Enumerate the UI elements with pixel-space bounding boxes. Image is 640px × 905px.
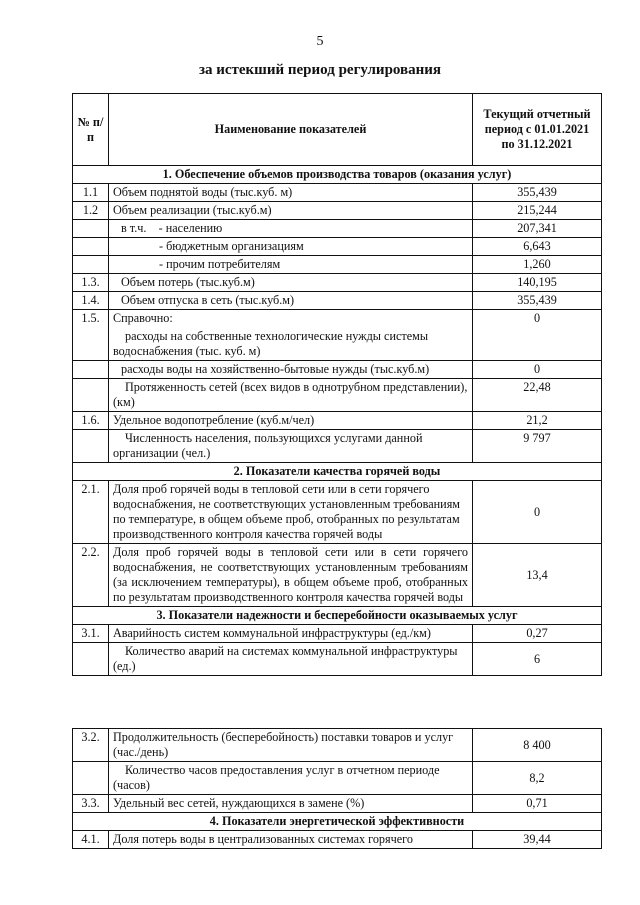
row-value: 13,4 xyxy=(473,544,602,607)
row-num: 3.2. xyxy=(73,729,109,762)
row-num: 4.1. xyxy=(73,831,109,849)
section-row xyxy=(73,607,602,625)
indicators-table xyxy=(72,93,602,676)
table-row xyxy=(73,831,602,849)
row-name: Доля проб горячей воды в тепловой сети или в сети горячего водоснабжения, не соответствующих установленным требованиям (за исключением температуры), в общем объеме проб, отобранных по результатам производственного контроля качества горячей воды xyxy=(109,544,473,607)
row-name: Доля потерь воды в централизованных системах горячего xyxy=(109,831,473,849)
row-num: 1.5. xyxy=(73,310,109,361)
row-num: 3.3. xyxy=(73,795,109,813)
table-row xyxy=(73,310,602,361)
row-value: 22,48 xyxy=(473,379,602,412)
row-value: 0,71 xyxy=(473,795,602,813)
table-row xyxy=(73,544,602,607)
row-num: 3.1. xyxy=(73,625,109,643)
row-num: 2.2. xyxy=(73,544,109,607)
row-num: 1.1 xyxy=(73,184,109,202)
table-row xyxy=(73,361,602,379)
page-number: 5 xyxy=(316,34,324,49)
row-value: 0 xyxy=(473,361,602,379)
row-value: 21,2 xyxy=(473,412,602,430)
row-num: 1.4. xyxy=(73,292,109,310)
section-title: 1. Обеспечение объемов производства товаров (оказания услуг) xyxy=(73,166,602,184)
row-name: Объем потерь (тыс.куб.м) xyxy=(109,274,473,292)
row-value: 39,44 xyxy=(473,831,602,849)
row-name: Удельное водопотребление (куб.м/чел) xyxy=(109,412,473,430)
row-num: 1.6. xyxy=(73,412,109,430)
row-value: 355,439 xyxy=(473,184,602,202)
row-value: 0,27 xyxy=(473,625,602,643)
section-title: 4. Показатели энергетической эффективности xyxy=(73,813,602,831)
table-row xyxy=(73,643,602,676)
row-value: 8,2 xyxy=(473,762,602,795)
row-value: 6,643 xyxy=(473,238,602,256)
table-row xyxy=(73,412,602,430)
section-row xyxy=(73,463,602,481)
table-row xyxy=(73,625,602,643)
section-row xyxy=(73,166,602,184)
row-value: 1,260 xyxy=(473,256,602,274)
table-row xyxy=(73,481,602,544)
row-value: 9 797 xyxy=(473,430,602,463)
table-row xyxy=(73,729,602,762)
table-row xyxy=(73,379,602,412)
row-name: расходы на собственные технологические нужды системы водоснабжения (тыс. куб. м) xyxy=(113,329,429,358)
section-title: 3. Показатели надежности и бесперебойности оказываемых услуг xyxy=(73,607,602,625)
row-name: Аварийность систем коммунальной инфраструктуры (ед./км) xyxy=(109,625,473,643)
row-value: 207,341 xyxy=(473,220,602,238)
table-row xyxy=(73,256,602,274)
row-name: Количество аварий на системах коммунальной инфраструктуры (ед.) xyxy=(109,643,473,676)
row-num: 1.2 xyxy=(73,202,109,220)
row-name: - прочим потребителям xyxy=(109,256,473,274)
table-row xyxy=(73,202,602,220)
row-num: 1.3. xyxy=(73,274,109,292)
table-row xyxy=(73,762,602,795)
row-name: Доля проб горячей воды в тепловой сети или в сети горячего водоснабжения, не соответствующих установленным требованиям по температуре, в общем объеме проб, отобранных по результатам производственного контроля качества горячей воды xyxy=(109,481,473,544)
header-num: № п/п xyxy=(73,94,109,166)
table-row xyxy=(73,430,602,463)
table-row xyxy=(73,238,602,256)
table-row xyxy=(73,795,602,813)
row-name: расходы воды на хозяйственно-бытовые нужды (тыс.куб.м) xyxy=(109,361,473,379)
row-name: Протяженность сетей (всех видов в однотрубном представлении), (км) xyxy=(109,379,473,412)
table-row xyxy=(73,184,602,202)
table-row xyxy=(73,220,602,238)
row-value: 0 xyxy=(473,481,602,544)
table-row xyxy=(73,274,602,292)
row-num: 2.1. xyxy=(73,481,109,544)
header-name: Наименование показателей xyxy=(109,94,473,166)
row-name: - бюджетным организациям xyxy=(109,238,473,256)
row-name: Справочно: xyxy=(113,311,173,325)
section-row xyxy=(73,813,602,831)
table-row xyxy=(73,292,602,310)
header-period: Текущий отчетный период с 01.01.2021 по 31.12.2021 xyxy=(473,94,602,166)
row-name: Продолжительность (бесперебойность) поставки товаров и услуг (час./день) xyxy=(109,729,473,762)
row-name: в т.ч. - населению xyxy=(109,220,473,238)
table-header-row xyxy=(73,94,602,166)
row-value: 0 xyxy=(473,310,602,361)
row-name: Количество часов предоставления услуг в отчетном периоде (часов) xyxy=(109,762,473,795)
row-value: 8 400 xyxy=(473,729,602,762)
row-name: Удельный вес сетей, нуждающихся в замене (%) xyxy=(109,795,473,813)
indicators-table-continued xyxy=(72,728,602,849)
row-value: 355,439 xyxy=(473,292,602,310)
row-name: Объем реализации (тыс.куб.м) xyxy=(109,202,473,220)
row-value: 6 xyxy=(473,643,602,676)
row-name: Объем поднятой воды (тыс.куб. м) xyxy=(109,184,473,202)
row-name: Объем отпуска в сеть (тыс.куб.м) xyxy=(109,292,473,310)
page-heading: за истекший период регулирования xyxy=(198,62,442,78)
row-value: 215,244 xyxy=(473,202,602,220)
row-value: 140,195 xyxy=(473,274,602,292)
row-name: Численность населения, пользующихся услугами данной организации (чел.) xyxy=(109,430,473,463)
section-title: 2. Показатели качества горячей воды xyxy=(73,463,602,481)
